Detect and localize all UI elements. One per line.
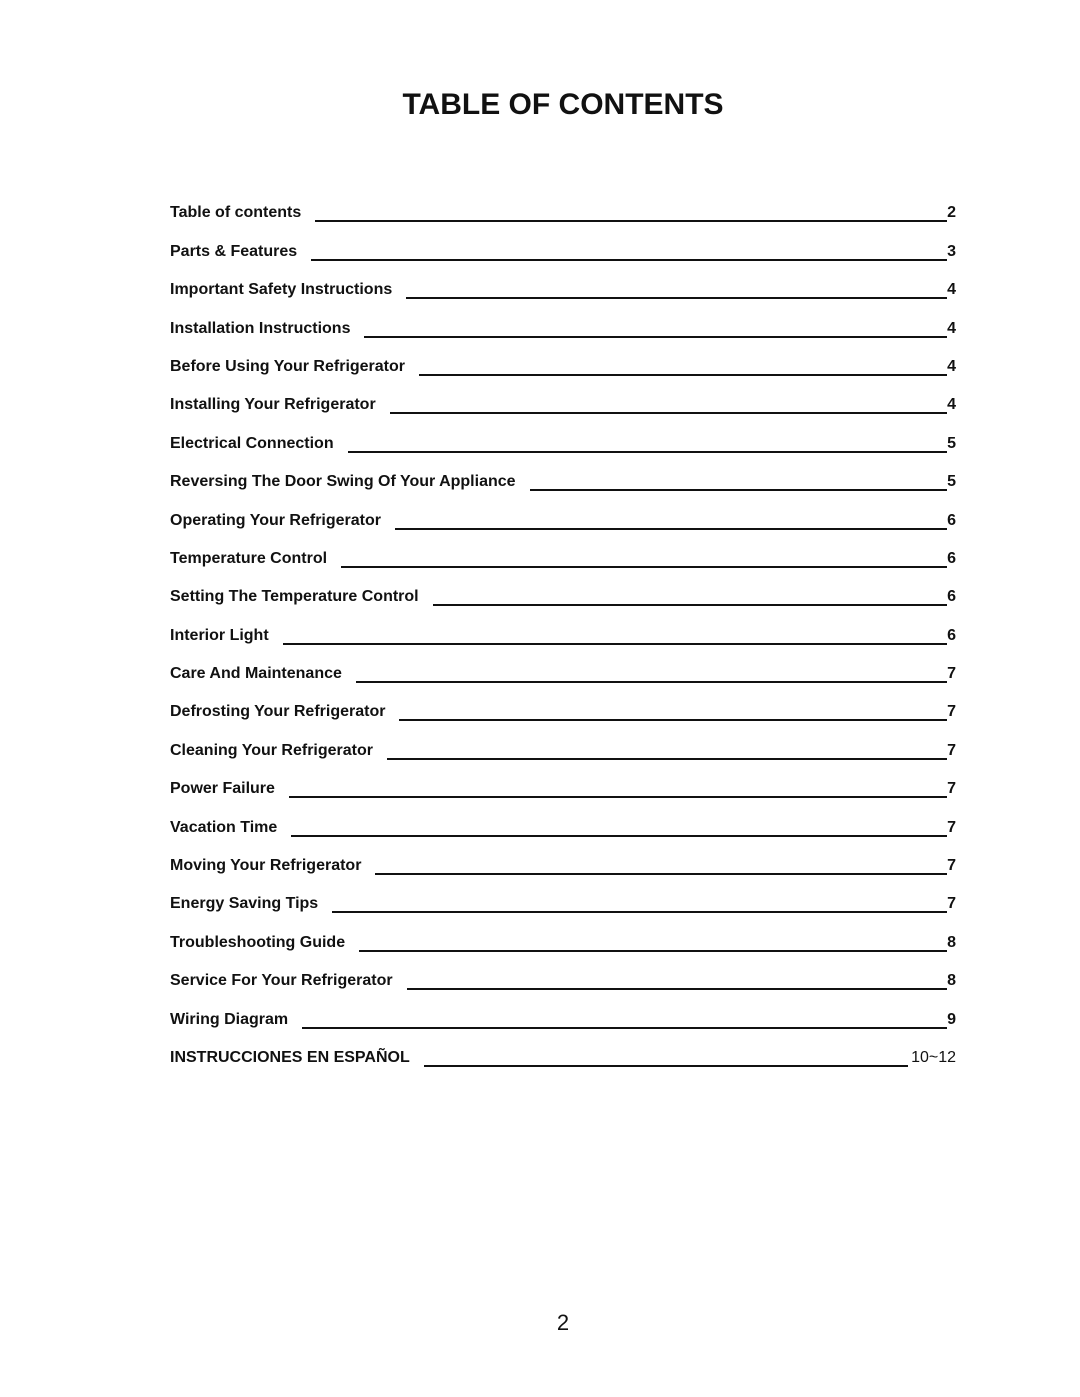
toc-entry-label: Wiring Diagram <box>170 1010 289 1028</box>
toc-leader-line <box>530 489 948 491</box>
toc-entry <box>170 351 956 389</box>
toc-leader-line <box>302 1027 947 1029</box>
toc-entry-label: Power Failure <box>170 780 275 798</box>
toc-leader-line <box>387 758 947 760</box>
toc-leader-line <box>348 451 948 453</box>
toc-leader-line <box>359 950 947 952</box>
toc-entry <box>170 811 956 849</box>
toc-entry <box>170 312 956 350</box>
toc-entry <box>170 734 956 772</box>
toc-entry <box>170 1003 956 1041</box>
toc-entry-page: 6 <box>947 588 956 606</box>
toc-entry-page: 4 <box>947 281 956 299</box>
toc-entry-page: 8 <box>947 972 956 990</box>
toc-entry-page: 8 <box>947 933 956 951</box>
toc-entry <box>170 965 956 1003</box>
toc-entry-label: Reversing The Door Swing Of Your Appliance <box>170 473 516 491</box>
toc-entry <box>170 850 956 888</box>
toc-entry-page: 7 <box>947 703 956 721</box>
toc-entry-page: 6 <box>947 549 956 567</box>
toc-entry-label: Energy Saving Tips <box>170 895 319 913</box>
toc-entry-label: Interior Light <box>170 626 269 644</box>
toc-entry-label: Defrosting Your Refrigerator <box>170 703 386 721</box>
toc-entry <box>170 427 956 465</box>
toc-entry-label: Care And Maintenance <box>170 665 342 683</box>
toc-leader-line <box>433 604 947 606</box>
toc-entry <box>170 197 956 235</box>
toc-leader-line <box>341 566 947 568</box>
toc-entry-label: Temperature Control <box>170 549 328 567</box>
toc-entry-page: 4 <box>947 396 956 414</box>
toc-leader-line <box>311 259 947 261</box>
toc-entry-page: 7 <box>947 818 956 836</box>
toc-entry-page: 7 <box>947 857 956 875</box>
toc-entry <box>170 504 956 542</box>
toc-entry-label: Before Using Your Refrigerator <box>170 357 406 375</box>
toc-entry <box>170 466 956 504</box>
toc-leader-line <box>375 873 947 875</box>
toc-entry <box>170 696 956 734</box>
toc-entry-page: 3 <box>947 242 956 260</box>
toc-entry <box>170 926 956 964</box>
toc-leader-line <box>399 719 947 721</box>
toc-entry-label: Installing Your Refrigerator <box>170 396 376 414</box>
toc-entry <box>170 389 956 427</box>
toc-leader-line <box>291 835 947 837</box>
page-number: 2 <box>556 1310 570 1335</box>
toc-leader-line <box>289 796 947 798</box>
toc-entry <box>170 1042 956 1080</box>
toc-entry-label: Troubleshooting Guide <box>170 933 346 951</box>
toc-entry-label: Important Safety Instructions <box>170 281 393 299</box>
toc-entry <box>170 773 956 811</box>
toc-entry-page: 2 <box>947 204 956 222</box>
toc-entry-page: 5 <box>947 473 956 491</box>
toc-entry-label: Moving Your Refrigerator <box>170 857 362 875</box>
toc-leader-line <box>395 528 947 530</box>
toc-entry-page: 4 <box>947 319 956 337</box>
toc-leader-line <box>364 336 947 338</box>
toc-leader-line <box>424 1065 908 1067</box>
toc-entry-page: 6 <box>947 626 956 644</box>
toc-entry-page: 9 <box>947 1010 956 1028</box>
toc-leader-line <box>356 681 947 683</box>
toc-entry-page: 6 <box>947 511 956 529</box>
toc-leader-line <box>283 643 947 645</box>
page-title: TABLE OF CONTENTS <box>402 88 724 121</box>
toc-leader-line <box>332 911 947 913</box>
toc-entry-page: 4 <box>947 357 956 375</box>
toc-entry-label: Operating Your Refrigerator <box>170 511 381 529</box>
toc-entry-label: Parts & Features <box>170 242 298 260</box>
toc-entry <box>170 658 956 696</box>
toc-entry <box>170 581 956 619</box>
toc-entry-page: 7 <box>947 895 956 913</box>
toc-entry <box>170 619 956 657</box>
toc-leader-line <box>406 297 947 299</box>
toc-entry <box>170 235 956 273</box>
toc-entry <box>170 543 956 581</box>
toc-entry-page: 7 <box>947 741 956 759</box>
table-of-contents <box>170 197 956 1080</box>
toc-entry-page: 5 <box>947 434 956 452</box>
toc-entry <box>170 888 956 926</box>
toc-entry-label: Installation Instructions <box>170 319 351 337</box>
toc-entry-page: 7 <box>947 665 956 683</box>
toc-entry-page: 10~12 <box>911 1048 956 1066</box>
toc-entry-label: Service For Your Refrigerator <box>170 972 393 990</box>
toc-entry-label: Cleaning Your Refrigerator <box>170 741 373 759</box>
toc-entry-label: Electrical Connection <box>170 434 334 452</box>
toc-entry-label: Table of contents <box>170 204 302 222</box>
toc-entry-label: Setting The Temperature Control <box>170 588 419 606</box>
toc-leader-line <box>407 988 948 990</box>
toc-entry-page: 7 <box>947 780 956 798</box>
toc-entry-label: Vacation Time <box>170 818 278 836</box>
toc-leader-line <box>315 220 947 222</box>
toc-leader-line <box>390 412 947 414</box>
toc-entry-label: INSTRUCCIONES EN ESPAÑOL <box>170 1048 410 1066</box>
toc-leader-line <box>419 374 947 376</box>
toc-entry <box>170 274 956 312</box>
